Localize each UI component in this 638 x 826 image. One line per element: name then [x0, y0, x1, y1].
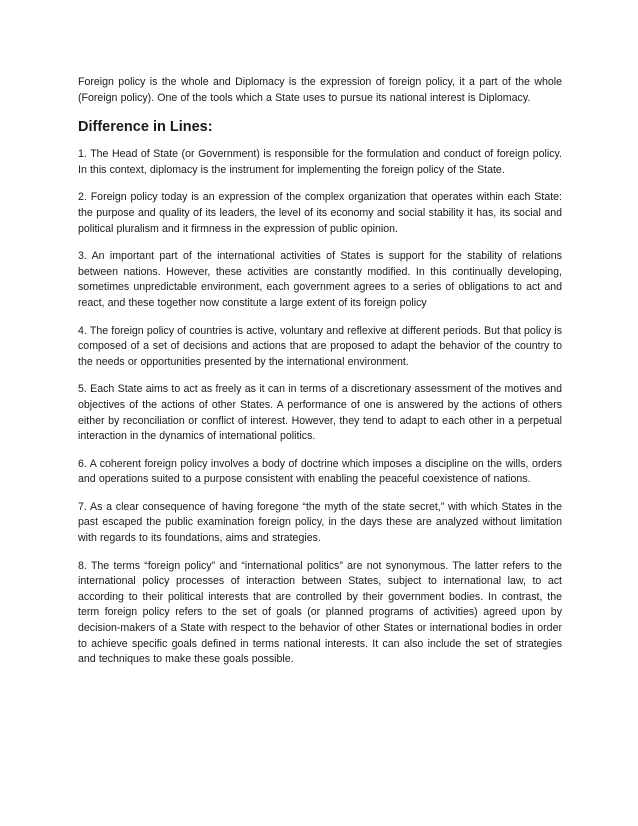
intro-paragraph: Foreign policy is the whole and Diplomacy is the expression of foreign policy, it a part of the whole (Foreign policy). One of the tools which a State uses to pursue its national interest is Diplomacy.: [78, 76, 562, 104]
document-body: [78, 75, 562, 680]
point-8-paragraph: 8. The terms “foreign policy” and “international politics” are not synonymous. The latter refers to the international policy processes of interaction between States, subject to international law, to act according to their political interests that are controlled by their government bodies. In contrast, the term foreign policy refers to the set of goals (or planned programs of activities) agreed upon by decision-makers of a State with respect to the behavior of other States or international bodies in order to achieve specific goals defined in terms national interests. It can also include the set of strategies and techniques to make these goals possible.: [78, 559, 562, 666]
point-5-paragraph: 5. Each State aims to act as freely as it can in terms of a discretionary assessment of the motives and objectives of the actions of other States. A performance of one is answered by the actions of others either by reconciliation or conflict of interest. However, they tend to adapt to each other in a perpetual interaction in the dynamics of international politics.: [78, 383, 562, 443]
point-2-paragraph: 2. Foreign policy today is an expression of the complex organization that operates within each State: the purpose and quality of its leaders, the level of its economy and social stability it has, its social and political pluralism and it firmness in the expression of public opinion.: [78, 191, 562, 235]
point-6-paragraph: 6. A coherent foreign policy involves a body of doctrine which imposes a discipline on the wills, orders and operations suited to a purpose consistent with enabling the peaceful coexistence of nations.: [78, 457, 562, 486]
point-1-paragraph: 1. The Head of State (or Government) is responsible for the formulation and conduct of foreign policy. In this context, diplomacy is the instrument for implementing the foreign policy of the State.: [78, 148, 562, 176]
point-4-paragraph: 4. The foreign policy of countries is active, voluntary and reflexive at different periods. But that policy is composed of a set of decisions and actions that are proposed to adapt the behavior of the country to the needs or opportunities presented by the international environment.: [78, 324, 562, 368]
point-3-paragraph: 3. An important part of the international activities of States is support for the stability of relations between nations. However, these activities are constantly modified. In this continually developing, sometimes unpredictable environment, each government agrees to a series of obligations to act and react, and these together now constitute a large extent of its foreign policy: [78, 250, 562, 309]
section-heading: Difference in Lines:: [78, 119, 213, 136]
point-7-paragraph: 7. As a clear consequence of having foregone “the myth of the state secret,” with which States in the past escaped the public examination foreign policy, in the days these are analyzed without limitation with regards to its foundations, aims and strategies.: [78, 500, 562, 545]
